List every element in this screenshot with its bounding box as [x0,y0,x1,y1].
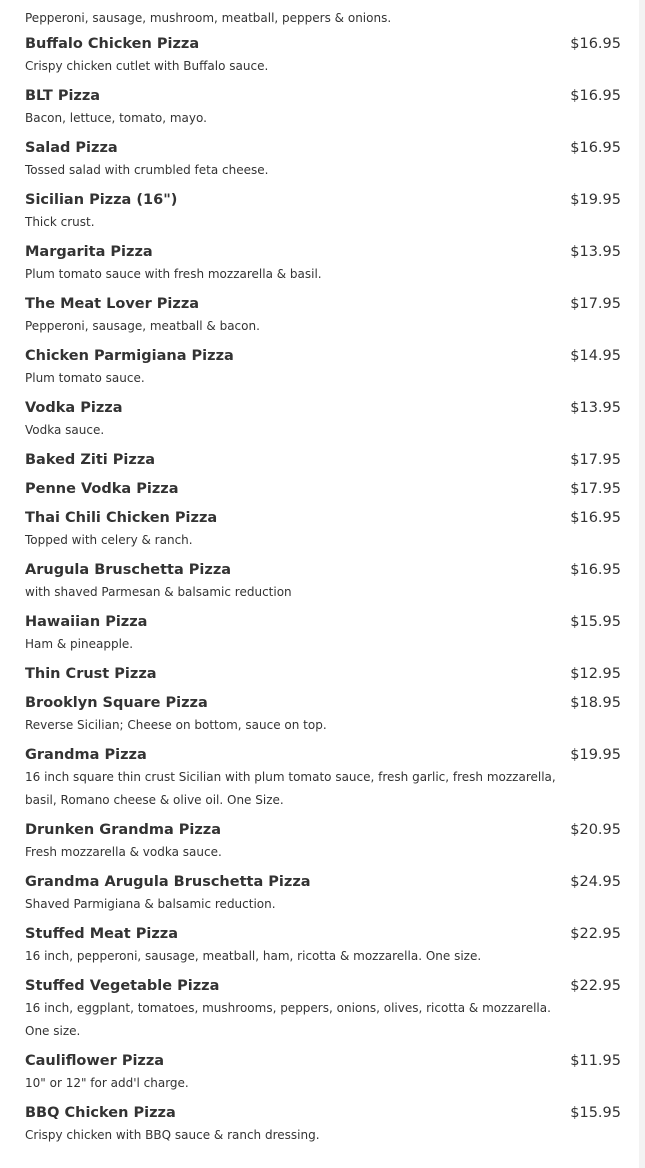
menu-item-header [25,398,621,418]
menu-item-price: $16.95 [570,88,621,104]
menu-item-header [25,693,621,713]
menu-item[interactable] [25,685,621,737]
menu-item[interactable] [25,812,621,864]
menu-item[interactable] [25,286,621,338]
previous-item-description: Pepperoni, sausage, mushroom, meatball, peppers & onions. [25,11,392,25]
menu-item-list [25,26,621,1147]
menu-item[interactable] [25,737,621,812]
menu-item[interactable] [25,552,621,604]
menu-item[interactable] [25,916,621,968]
menu-item-header [25,294,621,314]
menu-item-header [25,34,621,54]
menu-item-description: 16 inch, pepperoni, sausage, meatball, ham, ricotta & mozzarella. One size. [25,949,482,963]
menu-item-name: Stuffed Vegetable Pizza [25,978,220,994]
menu-item[interactable] [25,338,621,390]
menu-item-header [25,1103,621,1123]
menu-item[interactable] [25,130,621,182]
menu-item-description: Shaved Parmigiana & balsamic reduction. [25,897,276,911]
menu-item-price: $12.95 [570,666,621,682]
menu-item-name: Thai Chili Chicken Pizza [25,510,218,526]
menu-item-header [25,508,621,528]
menu-item[interactable] [25,234,621,286]
menu-item-header [25,138,621,158]
menu-item-description: Reverse Sicilian; Cheese on bottom, sauce on top. [25,718,327,732]
menu-item-header [25,346,621,366]
menu-item-price: $24.95 [570,874,621,890]
menu-item-price: $19.95 [570,747,621,763]
menu-item-name: BBQ Chicken Pizza [25,1105,176,1121]
menu-item-name: Stuffed Meat Pizza [25,926,178,942]
menu-item-header [25,560,621,580]
menu-item-name: Cauliflower Pizza [25,1053,165,1069]
menu-item-header [25,242,621,262]
menu-item-name: Grandma Arugula Bruschetta Pizza [25,874,311,890]
menu-item[interactable] [25,182,621,234]
menu-item-description: Pepperoni, sausage, meatball & bacon. [25,319,260,333]
menu-item-name: Vodka Pizza [25,400,123,416]
menu-item-name: Thin Crust Pizza [25,666,157,682]
menu-item[interactable] [25,1043,621,1095]
menu-item-description: Tossed salad with crumbled feta cheese. [25,163,269,177]
scrollbar[interactable] [639,0,645,1168]
menu-item-description: Plum tomato sauce. [25,371,145,385]
menu-item-name: Chicken Parmigiana Pizza [25,348,234,364]
menu-item[interactable] [25,78,621,130]
menu-item-description: with shaved Parmesan & balsamic reduction [25,585,292,599]
menu-item-name: Hawaiian Pizza [25,614,148,630]
menu-item-header [25,820,621,840]
menu-item-description: Ham & pineapple. [25,637,134,651]
menu-item-price: $19.95 [570,192,621,208]
menu-item[interactable] [25,500,621,552]
menu-item[interactable] [25,26,621,78]
menu-item-price: $15.95 [570,614,621,630]
menu-item-name: Buffalo Chicken Pizza [25,36,200,52]
menu-item-header [25,664,621,684]
menu-item-price: $22.95 [570,926,621,942]
menu-item-price: $14.95 [570,348,621,364]
menu-item-name: Margarita Pizza [25,244,153,260]
menu-item-description: Plum tomato sauce with fresh mozzarella & basil. [25,267,322,281]
menu-item-name: Baked Ziti Pizza [25,452,156,468]
menu-item-description: Vodka sauce. [25,423,105,437]
menu-item-header [25,976,621,996]
menu-item[interactable] [25,864,621,916]
menu-item-header [25,872,621,892]
menu-item-description: Fresh mozzarella & vodka sauce. [25,845,222,859]
menu-item-price: $17.95 [570,481,621,497]
menu-item-description: Thick crust. [25,215,95,229]
menu-item-price: $11.95 [570,1053,621,1069]
menu-item-header [25,86,621,106]
menu-item-header [25,612,621,632]
menu-item-price: $15.95 [570,1105,621,1121]
menu-item-description: 16 inch square thin crust Sicilian with plum tomato sauce, fresh garlic, fresh mozzarella, basil, Romano cheese & olive oil. One Size. [25,770,556,807]
menu-item-header [25,479,621,499]
menu-item-header [25,924,621,944]
menu-item-price: $17.95 [570,452,621,468]
menu-item-name: Sicilian Pizza (16") [25,192,178,208]
menu-item-description: Topped with celery & ranch. [25,533,193,547]
pizza-menu [25,0,621,1147]
menu-item[interactable] [25,471,621,500]
menu-item-header [25,745,621,765]
menu-item-price: $16.95 [570,510,621,526]
menu-item[interactable] [25,656,621,685]
menu-item-name: BLT Pizza [25,88,101,104]
menu-item-description: Crispy chicken cutlet with Buffalo sauce. [25,59,269,73]
menu-item-price: $16.95 [570,140,621,156]
menu-item-name: Penne Vodka Pizza [25,481,179,497]
menu-item-description: 16 inch, eggplant, tomatoes, mushrooms, peppers, onions, olives, ricotta & mozzarella. One size. [25,1001,551,1038]
menu-item[interactable] [25,968,621,1043]
menu-item-price: $16.95 [570,36,621,52]
menu-item-description: Crispy chicken with BBQ sauce & ranch dressing. [25,1128,320,1142]
menu-item-price: $13.95 [570,400,621,416]
menu-item-price: $13.95 [570,244,621,260]
menu-item[interactable] [25,390,621,442]
menu-item-header [25,1051,621,1071]
menu-item-header [25,450,621,470]
menu-item-header [25,190,621,210]
menu-item[interactable] [25,442,621,471]
menu-item-name: The Meat Lover Pizza [25,296,200,312]
menu-item-description: Bacon, lettuce, tomato, mayo. [25,111,207,125]
menu-item-description: 10" or 12" for add'l charge. [25,1076,189,1090]
menu-item-name: Drunken Grandma Pizza [25,822,222,838]
menu-item-name: Arugula Bruschetta Pizza [25,562,232,578]
menu-item[interactable] [25,1095,621,1147]
menu-item-price: $16.95 [570,562,621,578]
menu-item[interactable] [25,604,621,656]
menu-item-price: $18.95 [570,695,621,711]
menu-item-name: Brooklyn Square Pizza [25,695,208,711]
menu-item-price: $17.95 [570,296,621,312]
menu-item-price: $20.95 [570,822,621,838]
menu-item-name: Grandma Pizza [25,747,147,763]
menu-item-name: Salad Pizza [25,140,118,156]
menu-item-price: $22.95 [570,978,621,994]
